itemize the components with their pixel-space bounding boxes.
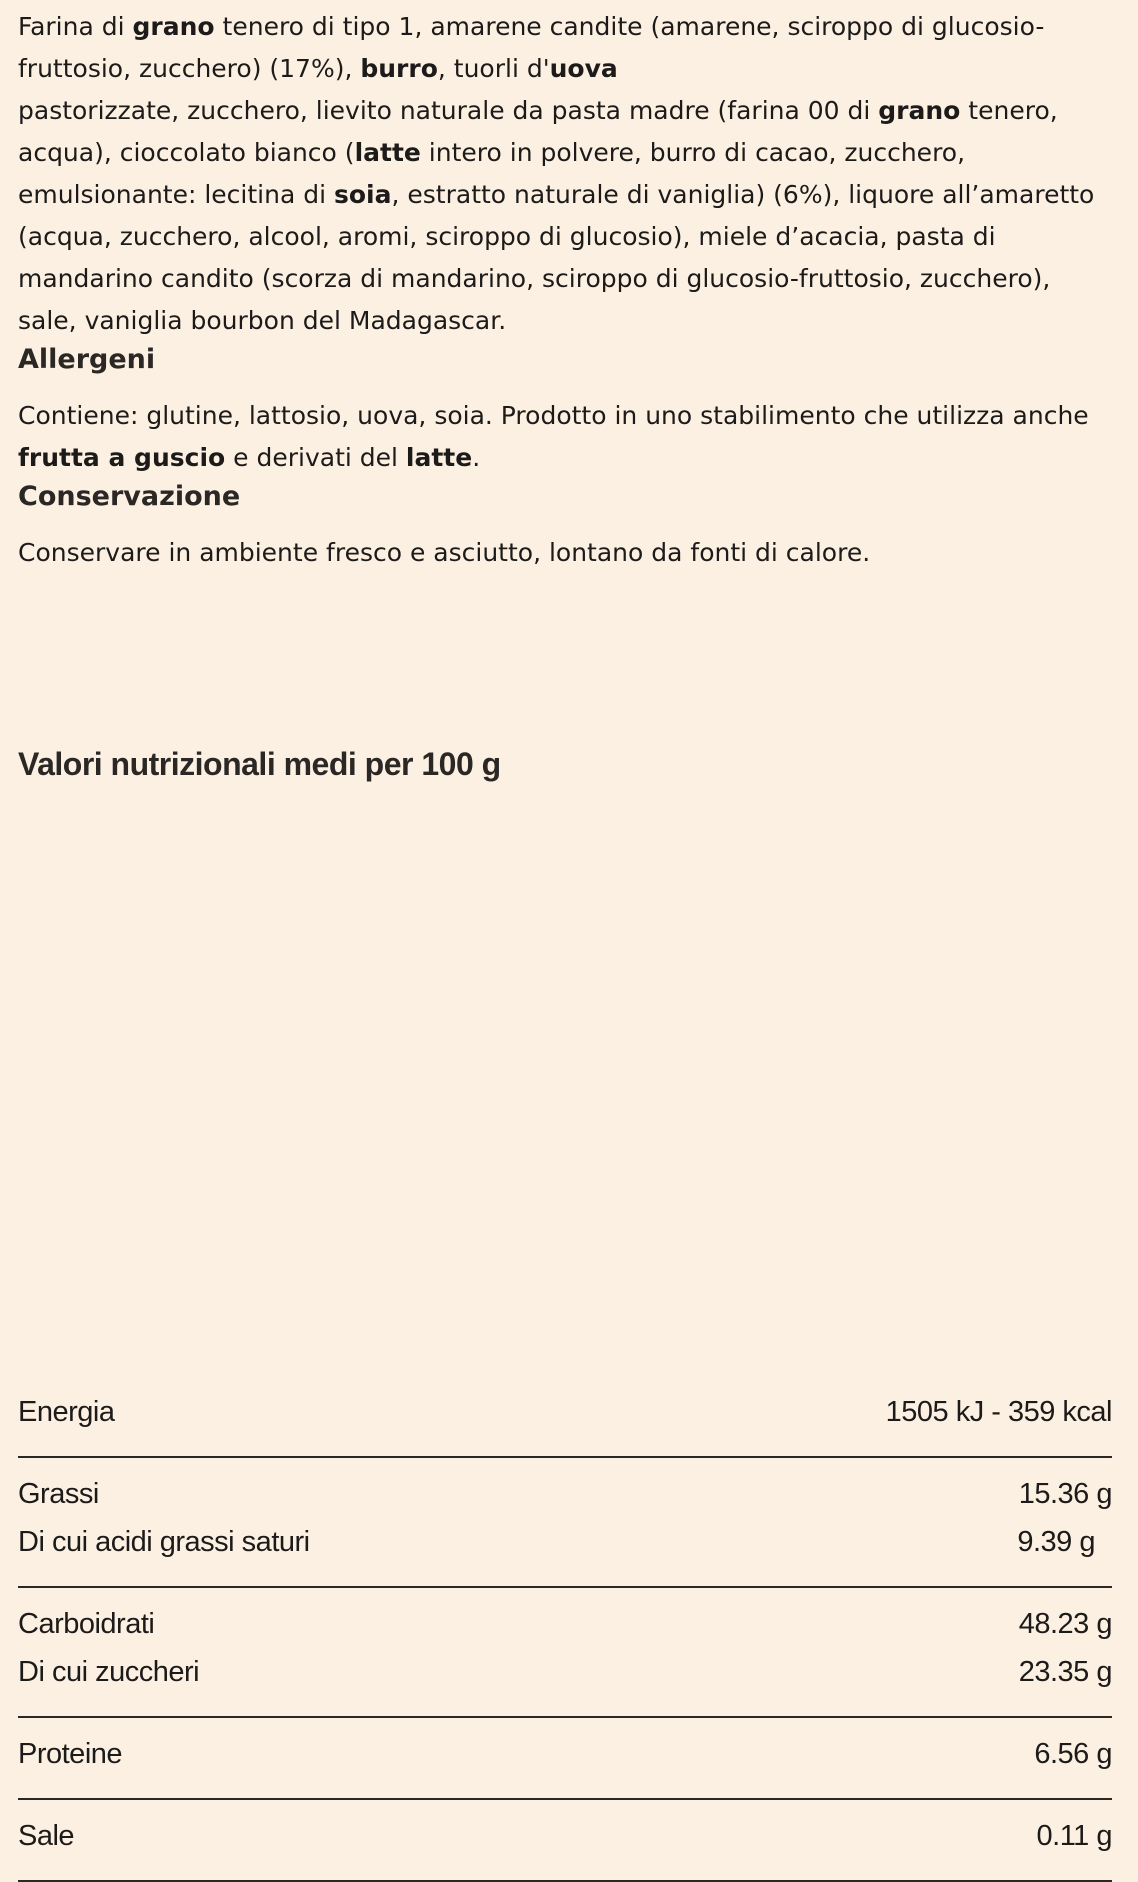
nutrition-value: 48.23 g bbox=[1018, 1608, 1112, 1640]
allergen-highlight: grano bbox=[878, 96, 961, 125]
nutrition-label: Grassi bbox=[18, 1478, 99, 1510]
nutrition-row-zuccheri bbox=[18, 1652, 1112, 1692]
allergen-highlight: grano bbox=[132, 12, 215, 41]
ingredients-part: tenero, acqua), cioccolato bianco ( bbox=[18, 96, 1058, 167]
nutrition-title: Valori nutrizionali medi per 100 g bbox=[18, 746, 501, 782]
ingredients-text bbox=[18, 0, 1112, 342]
allergeni-heading: Allergeni bbox=[18, 344, 156, 375]
allergeni-text-part: Contiene: glutine, lattosio, uova, soia. Prodotto in uno stabilimento che utilizza anche bbox=[18, 401, 1089, 430]
nutrition-label: Proteine bbox=[18, 1738, 123, 1770]
allergeni-text bbox=[18, 395, 1112, 479]
divider bbox=[18, 1456, 1112, 1458]
allergen-highlight: latte bbox=[354, 138, 421, 167]
ingredients-part: Farina di bbox=[18, 12, 133, 41]
nutrition-label: Energia bbox=[18, 1396, 115, 1428]
divider bbox=[18, 1716, 1112, 1718]
nutrition-label: Carboidrati bbox=[18, 1608, 155, 1640]
ingredients-part: intero in polvere, burro di cacao, zucchero, emulsionante: lecitina di bbox=[18, 138, 966, 209]
allergen-highlight: latte bbox=[405, 443, 473, 472]
nutrition-value: 1505 kJ - 359 kcal bbox=[885, 1396, 1112, 1428]
nutrition-value: 9.39 g bbox=[1017, 1526, 1095, 1558]
allergen-highlight: uova bbox=[549, 54, 618, 83]
allergen-highlight: soia bbox=[334, 180, 392, 209]
ingredients-part: , tuorli d' bbox=[437, 54, 550, 83]
nutrition-row-saturi bbox=[18, 1522, 1112, 1562]
nutrition-label: Sale bbox=[18, 1820, 75, 1852]
nutrition-value: 23.35 g bbox=[1018, 1656, 1112, 1688]
nutrition-row-proteine bbox=[18, 1734, 1112, 1774]
allergen-highlight: burro bbox=[360, 54, 438, 83]
allergen-highlight: frutta a guscio bbox=[18, 443, 226, 472]
product-info bbox=[18, 0, 1112, 1852]
divider bbox=[18, 1586, 1112, 1588]
nutrition-row-carboidrati bbox=[18, 1604, 1112, 1644]
ingredients-part: tenero di tipo 1, amarene candite (amarene, sciroppo di glucosio-fruttosio, zucchero) (17%), bbox=[18, 12, 1045, 83]
conservazione-text: Conservare in ambiente fresco e asciutto, lontano da fonti di calore. bbox=[18, 538, 871, 567]
nutrition-row-energia bbox=[18, 1392, 1112, 1432]
divider bbox=[18, 1798, 1112, 1800]
allergeni-text-part: . bbox=[472, 443, 481, 472]
nutrition-value: 6.56 g bbox=[1034, 1738, 1112, 1770]
ingredients-part: , estratto naturale di vaniglia) (6%), liquore all’amaretto (acqua, zucchero, alcool, aromi, sciroppo di glucosio), miele d’acacia, pasta di mandarino candito (scorza di mandarino, sciroppo di glucosio-fruttosio, zucchero), sale, vaniglia bourbon del Madagascar. bbox=[18, 180, 1095, 335]
nutrition-label: Di cui zuccheri bbox=[18, 1656, 200, 1688]
ingredients-part: pastorizzate, zucchero, lievito naturale da pasta madre (farina 00 di bbox=[18, 96, 879, 125]
allergeni-text-part: e derivati del bbox=[225, 443, 406, 472]
conservazione-heading: Conservazione bbox=[18, 481, 241, 512]
nutrition-row-grassi bbox=[18, 1474, 1112, 1514]
nutrition-row-sale bbox=[18, 1816, 1112, 1856]
nutrition-label: Di cui acidi grassi saturi bbox=[18, 1526, 310, 1558]
nutrition-value: 0.11 g bbox=[1036, 1820, 1112, 1852]
nutrition-value: 15.36 g bbox=[1018, 1478, 1112, 1510]
